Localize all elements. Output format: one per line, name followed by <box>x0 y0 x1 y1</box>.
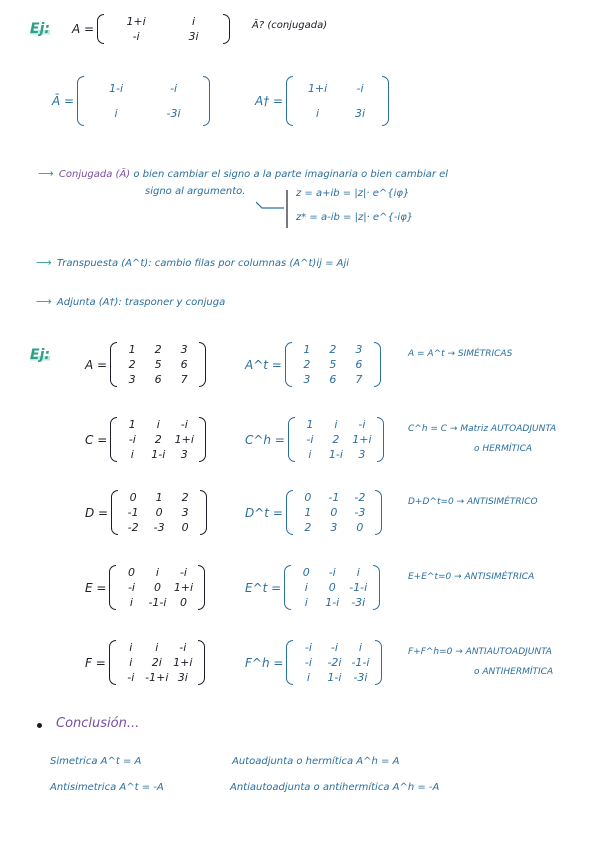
matrix-cell: -i <box>304 656 312 669</box>
matrix-Adag-grid <box>295 76 380 126</box>
matrix-cell: -1 <box>127 506 139 519</box>
matrix-grid <box>297 417 375 462</box>
property-note: D+D^t=0 → ANTISIMÉTRICO <box>408 497 538 507</box>
matrix-cell: -i <box>356 82 364 95</box>
left-bracket <box>288 417 295 462</box>
right-bracket <box>203 76 210 126</box>
matrix-cell: 3i <box>188 30 199 43</box>
left-bracket <box>77 76 84 126</box>
matrix-cell: 3 <box>180 343 188 356</box>
right-bracket <box>377 417 384 462</box>
property-note: C^h = C → Matriz AUTOADJUNTA <box>408 424 557 434</box>
matrix-cell: 0 <box>179 596 187 609</box>
left-bracket <box>97 14 104 44</box>
matrix-cell: -2i <box>327 656 342 669</box>
bracket-connector <box>256 190 292 230</box>
matrix-cell: 1 <box>304 506 312 519</box>
matrix-cell: -1-i <box>148 596 167 609</box>
property-note-secondary: o HERMÍTICA <box>474 444 533 454</box>
matrix-label: A^t = <box>245 357 282 372</box>
matrix-cell: 1+i <box>126 15 146 28</box>
right-bracket <box>199 342 206 387</box>
matrix-cell: -i <box>179 641 187 654</box>
matrix-cell: -i <box>127 671 135 684</box>
matrix-cell: 0 <box>302 566 310 579</box>
left-bracket <box>110 342 117 387</box>
matrix-cell: i <box>156 418 160 431</box>
bullet-icon <box>37 723 42 728</box>
matrix-grid <box>120 490 198 535</box>
matrix-cell: 0 <box>153 581 161 594</box>
matrix-cell: -3 <box>153 521 165 534</box>
matrix-grid <box>119 417 197 462</box>
left-bracket <box>284 565 291 610</box>
matrix-cell: i <box>304 596 308 609</box>
matrix-Abar-grid <box>86 76 201 126</box>
matrix-cell: -3 <box>354 506 366 519</box>
matrix-cell: 1 <box>155 491 163 504</box>
matrix-right-2 <box>245 490 382 535</box>
matrix-right-3 <box>245 565 380 610</box>
matrix-cell: -2 <box>354 491 366 504</box>
left-bracket <box>110 417 117 462</box>
matrix-cell: 0 <box>181 521 189 534</box>
matrix-label: F = <box>85 655 106 670</box>
antisymmetric-summary: Antisimetrica A^t = -A <box>50 782 164 793</box>
matrix-Adag-label: A† = <box>255 94 284 108</box>
matrix-left-2 <box>85 490 207 535</box>
matrix-cell: -3i <box>353 671 368 684</box>
conjugate-text-2: signo al argumento. <box>145 186 246 197</box>
matrix-A-conjugate <box>52 76 210 126</box>
property-note: E+E^t=0 → ANTISIMÉTRICA <box>408 572 535 582</box>
matrix-left-0 <box>85 342 206 387</box>
left-bracket <box>111 490 118 535</box>
matrix-cell: 3 <box>180 448 188 461</box>
matrix-left-1 <box>85 417 206 462</box>
matrix-grid <box>118 640 196 685</box>
matrix-cell: -i <box>180 418 188 431</box>
matrix-cell: 0 <box>304 491 312 504</box>
right-bracket <box>198 640 205 685</box>
matrix-cell: 3 <box>330 521 338 534</box>
right-bracket <box>374 342 381 387</box>
matrix-cell: -3i <box>351 596 366 609</box>
matrix-cell: 6 <box>355 358 363 371</box>
left-bracket <box>286 640 293 685</box>
matrix-cell: -i <box>128 433 136 446</box>
matrix-cell: -2 <box>127 521 139 534</box>
matrix-grid <box>294 342 372 387</box>
right-bracket <box>200 490 207 535</box>
matrix-left-3 <box>85 565 205 610</box>
hermitian-summary: Autoadjunta o hermítica A^h = A <box>232 756 400 767</box>
example-label-2: Ej: <box>30 347 50 363</box>
matrix-cell: 3 <box>358 448 366 461</box>
matrix-cell: 3i <box>355 107 366 120</box>
example-label-1: Ej: <box>30 21 50 37</box>
matrix-cell: 2 <box>154 433 162 446</box>
matrix-cell: 2 <box>332 433 340 446</box>
matrix-cell: 6 <box>329 373 337 386</box>
matrix-cell: 1-i <box>151 448 166 461</box>
adjoint-text: Adjunta (A†): trasponer y conjuga <box>56 297 226 308</box>
right-bracket <box>382 76 389 126</box>
matrix-cell: 7 <box>180 373 188 386</box>
matrix-cell: i <box>358 641 362 654</box>
matrix-cell: 2 <box>181 491 189 504</box>
right-bracket <box>373 565 380 610</box>
matrix-cell: 1+i <box>173 656 193 669</box>
transpose-definition <box>36 251 349 270</box>
right-bracket <box>198 565 205 610</box>
conjugate-question: Ā? (conjugada) <box>252 20 328 31</box>
arrow-right-icon: ⟶ <box>36 256 52 269</box>
matrix-cell: -i <box>170 82 178 95</box>
matrix-cell: 5 <box>154 358 162 371</box>
matrix-cell: i <box>155 566 159 579</box>
matrix-label: A = <box>85 357 108 372</box>
matrix-cell: 0 <box>155 506 163 519</box>
matrix-cell: 3 <box>355 343 363 356</box>
matrix-A-grid <box>106 14 221 44</box>
matrix-cell: i <box>306 671 310 684</box>
symmetric-summary: Simetrica A^t = A <box>50 756 142 767</box>
conclusion-title: Conclusión... <box>56 716 140 731</box>
matrix-cell: -i <box>132 30 140 43</box>
matrix-cell: 2 <box>128 358 136 371</box>
matrix-cell: 2 <box>303 358 311 371</box>
matrix-cell: 6 <box>180 358 188 371</box>
matrix-cell: 6 <box>154 373 162 386</box>
matrix-cell: -3i <box>166 107 181 120</box>
matrix-cell: 0 <box>129 491 137 504</box>
right-bracket <box>223 14 230 44</box>
left-bracket <box>286 490 293 535</box>
left-bracket <box>285 342 292 387</box>
matrix-label: D = <box>85 505 109 520</box>
matrix-cell: i <box>192 15 196 28</box>
matrix-label: F^h = <box>245 655 284 670</box>
matrix-cell: 3 <box>128 373 136 386</box>
left-bracket <box>109 640 116 685</box>
matrix-cell: i <box>155 641 159 654</box>
matrix-A-adjoint <box>255 76 389 126</box>
matrix-cell: 3 <box>303 373 311 386</box>
matrix-cell: 3i <box>177 671 188 684</box>
matrix-cell: 1+i <box>174 433 194 446</box>
conjugate-title: Conjugada (Ā) <box>58 169 131 180</box>
matrix-cell: i <box>334 418 338 431</box>
right-bracket <box>375 640 382 685</box>
matrix-cell: -i <box>127 581 135 594</box>
complex-form: z = a+ib = |z|· e^{iφ} <box>296 188 410 199</box>
matrix-cell: -i <box>304 641 312 654</box>
matrix-cell: 1+i <box>173 581 194 594</box>
matrix-cell: -1 <box>328 491 340 504</box>
conjugate-definition <box>38 162 448 181</box>
matrix-cell: 2 <box>304 521 312 534</box>
matrix-cell: 0 <box>127 566 135 579</box>
matrix-cell: 3 <box>181 506 189 519</box>
matrix-label: D^t = <box>245 505 283 520</box>
matrix-label: E^t = <box>245 580 282 595</box>
matrix-cell: i <box>129 656 133 669</box>
matrix-cell: 1 <box>128 343 136 356</box>
matrix-cell: 1-i <box>327 671 342 684</box>
matrix-cell: 0 <box>330 506 338 519</box>
matrix-cell: -i <box>328 566 336 579</box>
arrow-right-icon: ⟶ <box>38 167 54 180</box>
adjoint-definition <box>36 290 225 309</box>
matrix-cell: -1-i <box>351 656 370 669</box>
matrix-cell: i <box>304 581 308 594</box>
matrix-cell: -i <box>358 418 366 431</box>
matrix-cell: -i <box>179 566 187 579</box>
matrix-cell: 2 <box>329 343 337 356</box>
matrix-right-1 <box>245 417 384 462</box>
matrix-label: C = <box>85 432 108 447</box>
matrix-grid <box>293 565 371 610</box>
matrix-cell: 1 <box>303 343 311 356</box>
matrix-grid <box>118 565 196 610</box>
matrix-cell: 0 <box>328 581 336 594</box>
matrix-A <box>72 14 230 44</box>
matrix-cell: 5 <box>329 358 337 371</box>
property-note-secondary: o ANTIHERMÍTICA <box>474 667 554 677</box>
matrix-A-label: A = <box>72 22 95 36</box>
matrix-cell: 1-i <box>328 448 343 461</box>
left-bracket <box>109 565 116 610</box>
matrix-cell: i <box>129 641 133 654</box>
matrix-cell: -1-i <box>349 581 368 594</box>
right-bracket <box>199 417 206 462</box>
matrix-cell: 1 <box>128 418 136 431</box>
arrow-right-icon: ⟶ <box>36 295 52 308</box>
transpose-text: Transpuesta (A^t): cambio filas por columnas (A^t)ij = Aji <box>56 258 350 269</box>
matrix-cell: 2i <box>151 656 162 669</box>
matrix-cell: 1 <box>306 418 314 431</box>
matrix-label: E = <box>85 580 107 595</box>
matrix-cell: i <box>130 448 134 461</box>
matrix-label: C^h = <box>245 432 285 447</box>
matrix-cell: 1+i <box>307 82 328 95</box>
matrix-cell: -1+i <box>145 671 169 684</box>
matrix-grid <box>119 342 197 387</box>
complex-conjugate-form: z* = a-ib = |z|· e^{-iφ} <box>296 212 414 223</box>
matrix-cell: 7 <box>355 373 363 386</box>
antihermitian-summary: Antiautoadjunta o antihermítica A^h = -A <box>230 782 440 793</box>
conjugate-text-1: o bien cambiar el signo a la parte imaginaria o bien cambiar el <box>130 169 449 180</box>
matrix-left-4 <box>85 640 205 685</box>
matrix-cell: 1-i <box>325 596 340 609</box>
matrix-cell: 2 <box>154 343 162 356</box>
matrix-cell: 1+i <box>352 433 372 446</box>
matrix-cell: -i <box>306 433 314 446</box>
matrix-grid <box>295 490 373 535</box>
matrix-grid <box>295 640 373 685</box>
property-note: A = A^t → SIMÉTRICAS <box>408 349 513 359</box>
matrix-right-4 <box>245 640 382 685</box>
matrix-cell: i <box>308 448 312 461</box>
left-bracket <box>286 76 293 126</box>
matrix-cell: -i <box>330 641 338 654</box>
matrix-cell: i <box>129 596 133 609</box>
matrix-cell: 1-i <box>109 82 124 95</box>
matrix-cell: i <box>114 107 118 120</box>
property-note: F+F^h=0 → ANTIAUTOADJUNTA <box>408 647 552 657</box>
matrix-cell: i <box>316 107 320 120</box>
matrix-right-0 <box>245 342 381 387</box>
matrix-cell: i <box>356 566 360 579</box>
right-bracket <box>375 490 382 535</box>
matrix-Abar-label: Ā = <box>52 94 75 108</box>
matrix-cell: 0 <box>356 521 364 534</box>
